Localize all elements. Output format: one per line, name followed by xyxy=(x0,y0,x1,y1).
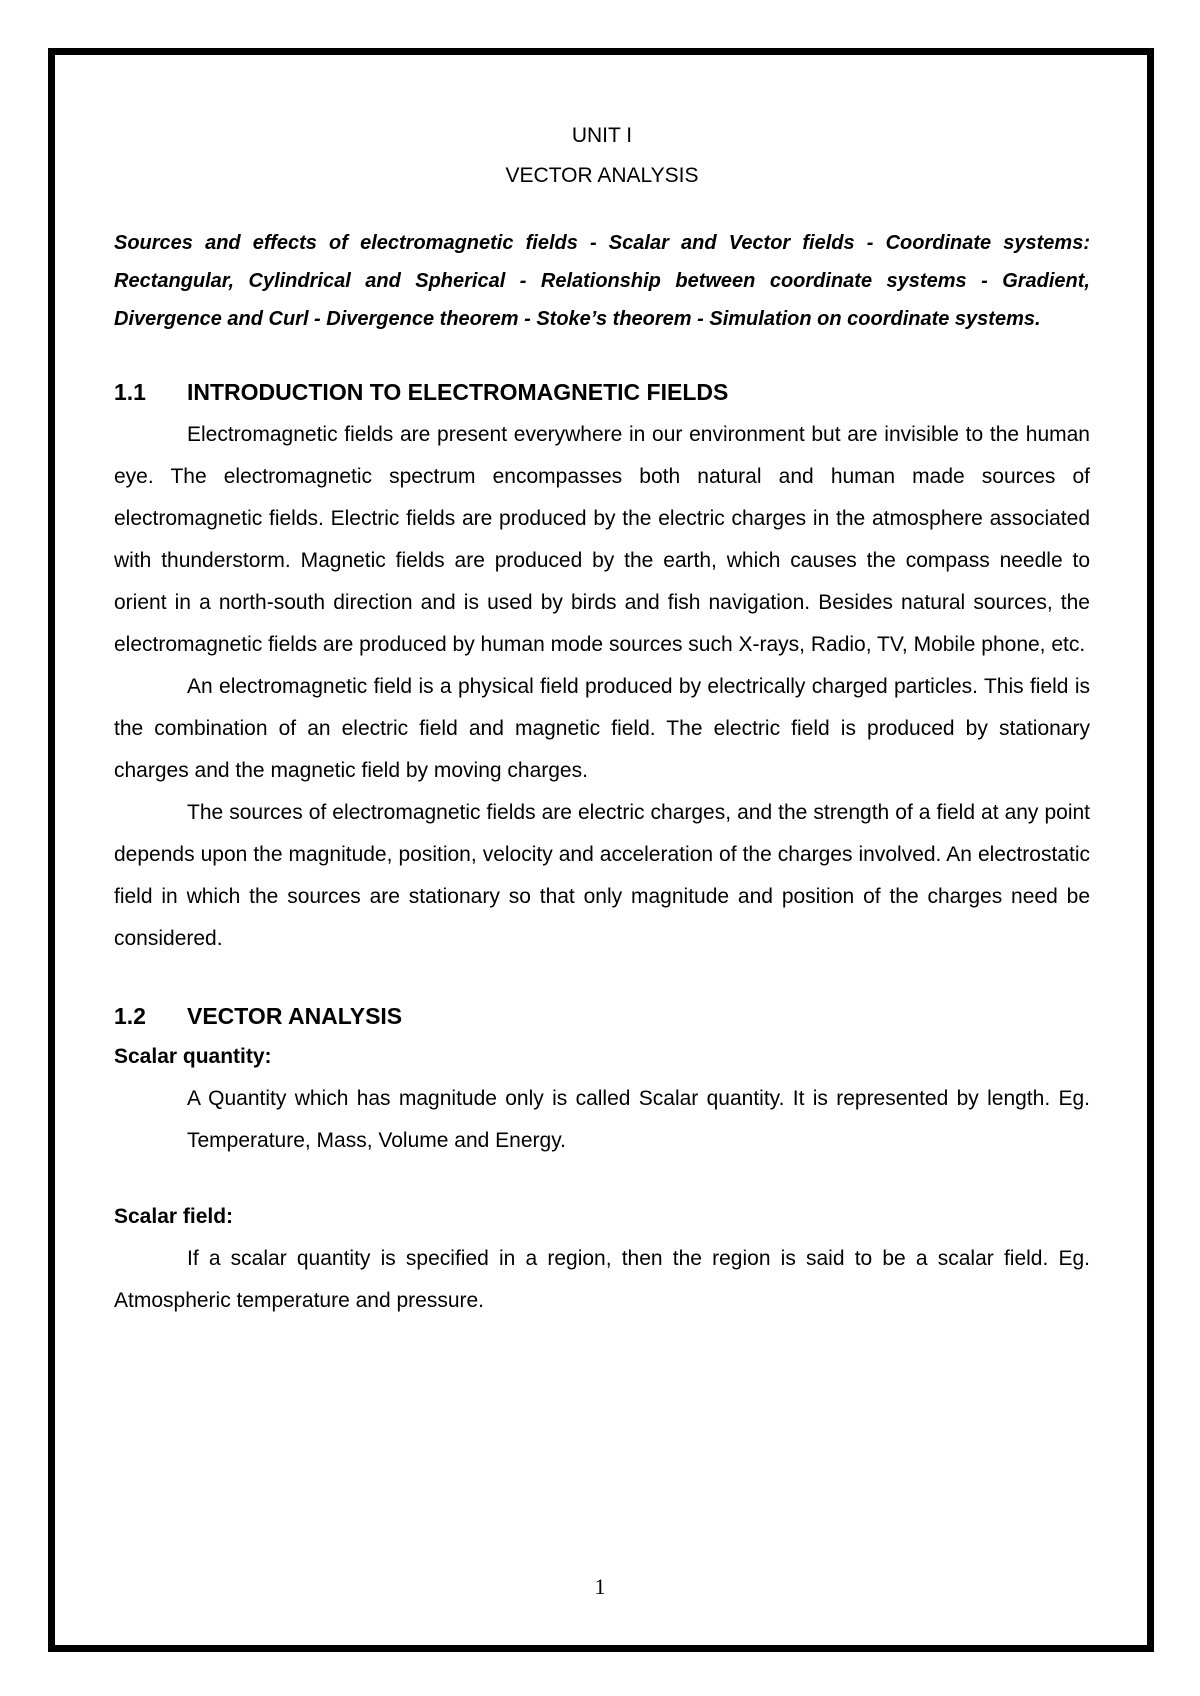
syllabus-text: Sources and effects of electromagnetic fields - Scalar and Vector fields - Coordinate systems: Rectangular, Cylindrical and Spherical - Relationship between coordinate systems - Gradient, Divergence and Curl - Divergence theorem - Stoke’s theorem - Simulation on coordinate systems. xyxy=(114,232,1090,330)
paragraph: The sources of electromagnetic fields are electric charges, and the strength of a field at any point depends upon the magnitude, position, velocity and acceleration of the charges involved. An electrostatic field in which the sources are stationary so that only magnitude and position of the charges need be considered. xyxy=(114,801,1090,950)
unit-title: UNIT I xyxy=(571,124,633,147)
scalar-quantity-heading: Scalar quantity: xyxy=(114,1045,272,1068)
paragraph: An electromagnetic field is a physical field produced by electrically charged particles. This field is the combination of an electric field and magnetic field. The electric field is produced by stationary charges and the magnetic field by moving charges. xyxy=(114,675,1090,782)
section-heading-1-2 xyxy=(114,996,1090,1036)
section-number: 1.1 xyxy=(114,379,146,405)
unit-subtitle: VECTOR ANALYSIS xyxy=(505,164,699,187)
scalar-field-text: If a scalar quantity is specified in a region, then the region is said to be a scalar field. Eg. Atmospheric temperature and pressure. xyxy=(114,1247,1090,1312)
scalar-field-heading: Scalar field: xyxy=(114,1205,234,1228)
section-title: VECTOR ANALYSIS xyxy=(187,1003,403,1029)
scalar-quantity-text: A Quantity which has magnitude only is called Scalar quantity. It is represented by length. Eg. Temperature, Mass, Volume and Energy. xyxy=(187,1087,1090,1152)
section-number: 1.2 xyxy=(114,1003,146,1029)
page-number: 1 xyxy=(594,1574,606,1599)
section-title: INTRODUCTION TO ELECTROMAGNETIC FIELDS xyxy=(187,379,729,405)
section-heading-1-1 xyxy=(114,372,1090,412)
paragraph: Electromagnetic fields are present everywhere in our environment but are invisible to the human eye. The electromagnetic spectrum encompasses both natural and human made sources of electromagnetic fields. Electric fields are produced by the electric charges in the atmosphere associated with thunderstorm. Magnetic fields are produced by the earth, which causes the compass needle to orient in a north-south direction and is used by birds and fish navigation. Besides natural sources, the electromagnetic fields are produced by human mode sources such X-rays, Radio, TV, Mobile phone, etc. xyxy=(114,423,1090,656)
page-content xyxy=(114,116,1090,1322)
